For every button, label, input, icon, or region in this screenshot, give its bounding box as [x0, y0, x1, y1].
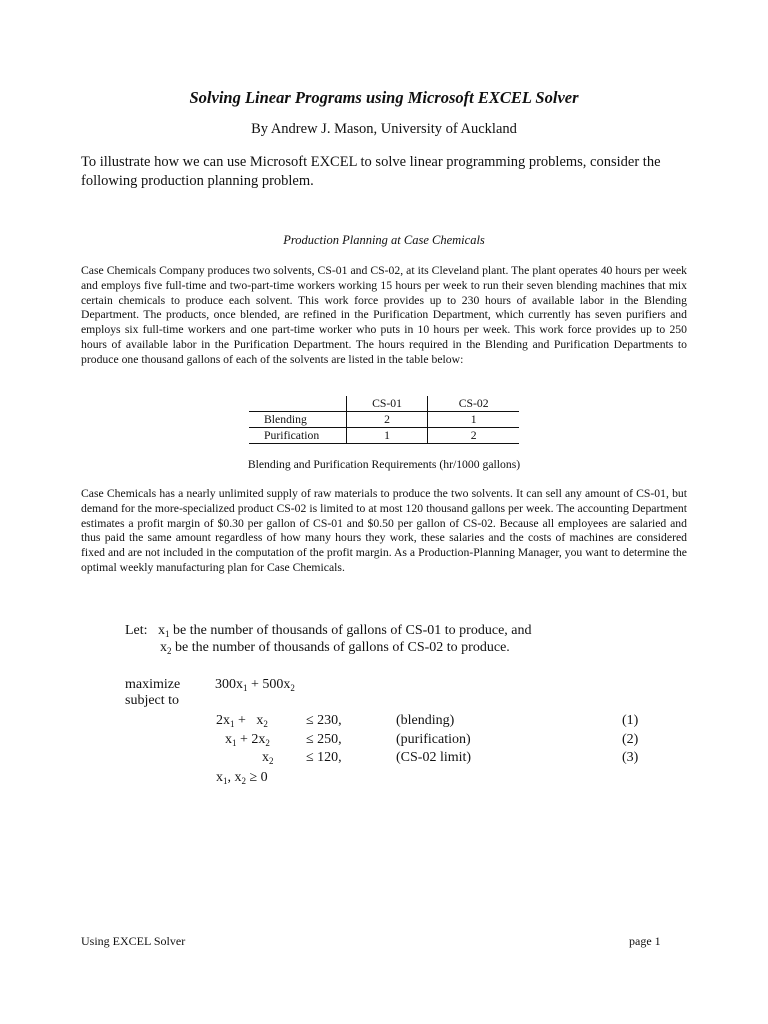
subject-to-label: subject to	[125, 693, 180, 708]
constraint-3-desc: (CS-02 limit)	[396, 750, 472, 765]
constraint-2-rhs: ≤ 250,	[306, 732, 342, 747]
table-caption: Blending and Purification Requirements (hr/1000 gallons)	[247, 458, 521, 471]
variable-definition-x1	[158, 622, 532, 640]
table-cell: 1	[428, 412, 519, 428]
var-symbol: x	[160, 640, 167, 655]
nn-term: ≥ 0	[246, 770, 268, 785]
constraint-2-desc: (purification)	[396, 732, 471, 747]
subscript: 2	[269, 756, 274, 766]
objective-function	[215, 676, 295, 694]
nn-term: x	[216, 770, 223, 785]
constraint-3-number: (3)	[622, 750, 639, 765]
section-title: Production Planning at Case Chemicals	[283, 233, 485, 247]
table-row-label: Purification	[249, 428, 346, 444]
subscript: 1	[232, 738, 237, 748]
lhs-term: x	[225, 732, 232, 747]
lhs-term: + x	[234, 713, 264, 728]
table-row	[249, 428, 519, 444]
constraint-1-number: (1)	[622, 713, 639, 728]
page-number: page 1	[629, 934, 661, 948]
subscript: 2	[241, 776, 246, 786]
obj-term: + 500x	[247, 677, 291, 692]
subscript: 1	[243, 683, 248, 693]
var-text: be the number of thousands of gallons of CS-01 to produce, and	[173, 623, 532, 638]
var-text: be the number of thousands of gallons of CS-02 to produce.	[175, 640, 510, 655]
constraint-3-rhs: ≤ 120,	[306, 750, 342, 765]
table-header-row	[249, 396, 519, 412]
table-column-header: CS-01	[346, 396, 428, 412]
footer-title: Using EXCEL Solver	[81, 934, 186, 948]
subscript: 2	[167, 646, 172, 656]
subscript: 2	[263, 719, 268, 729]
subscript: 1	[230, 719, 235, 729]
constraint-1-rhs: ≤ 230,	[306, 713, 342, 728]
table-row	[249, 412, 519, 428]
let-prefix: Let:	[125, 623, 148, 638]
obj-term: 300x	[215, 677, 243, 692]
variable-definition-x2	[160, 639, 510, 657]
subscript: 2	[290, 683, 295, 693]
subscript: 2	[265, 738, 270, 748]
constraint-2-lhs	[225, 731, 270, 749]
lhs-term: x	[262, 750, 269, 765]
table-row-label: Blending	[249, 412, 346, 428]
document-title: Solving Linear Programs using Microsoft EXCEL Solver	[189, 88, 579, 107]
var-symbol: x	[158, 623, 165, 638]
subscript: 1	[223, 776, 228, 786]
problem-description-paragraph: Case Chemicals Company produces two solvents, CS-01 and CS-02, at its Cleveland plant. The plant operates 40 hours per week and employs five full-time and two-part-time workers working 15 hours per week to run their seven blending machines that mix certain chemicals to produce each solvent. This work force provides up to 230 hours of available labor in the Blending Department. The products, once blended, are refined in the Purification Department, which currently has seven purifiers and employs six full-time workers and one part-time worker who puts in 10 hours per week. This work force provides up to 250 hours of available labor in the Purification Department. The hours required in the Blending and Purification Departments to produce one thousand gallons of each of the solvents are listed in the table below:	[81, 264, 687, 366]
constraints-description-paragraph: Case Chemicals has a nearly unlimited supply of raw materials to produce the two solvents. It can sell any amount of CS-01, but demand for the more-specialized product CS-02 is limited to at most 120 thousand gallons per week. The accounting Department estimates a profit margin of $0.30 per gallon of CS-01 and $0.50 per gallon of CS-02. Because all employees are salaried and thus paid the same amount regardless of how many hours they work, these salaries and the costs of machines are considered fixed and are not included in the computation of the profit margin. As a Production-Planning Manager, you want to determine the optimal weekly manufacturing plan for Case Chemicals.	[81, 487, 687, 574]
subscript: 1	[165, 629, 170, 639]
author-byline: By Andrew J. Mason, University of Auckland	[251, 121, 517, 137]
maximize-label: maximize	[125, 677, 181, 692]
lhs-term: 2x	[216, 713, 230, 728]
table-corner-cell	[249, 396, 346, 412]
intro-paragraph: To illustrate how we can use Microsoft EXCEL to solve linear programming problems, consider the following production planning problem.	[81, 154, 661, 189]
constraint-1-desc: (blending)	[396, 713, 455, 728]
constraint-1-lhs	[216, 712, 268, 730]
nn-term: , x	[227, 770, 242, 785]
nonnegativity-constraint	[216, 769, 268, 787]
constraint-3-lhs	[262, 749, 274, 767]
table-cell: 2	[428, 428, 519, 444]
table-column-header: CS-02	[428, 396, 519, 412]
constraint-2-number: (2)	[622, 732, 639, 747]
requirements-table	[249, 396, 519, 444]
lhs-term: + 2x	[236, 732, 266, 747]
table-cell: 2	[346, 412, 428, 428]
table-cell: 1	[346, 428, 428, 444]
